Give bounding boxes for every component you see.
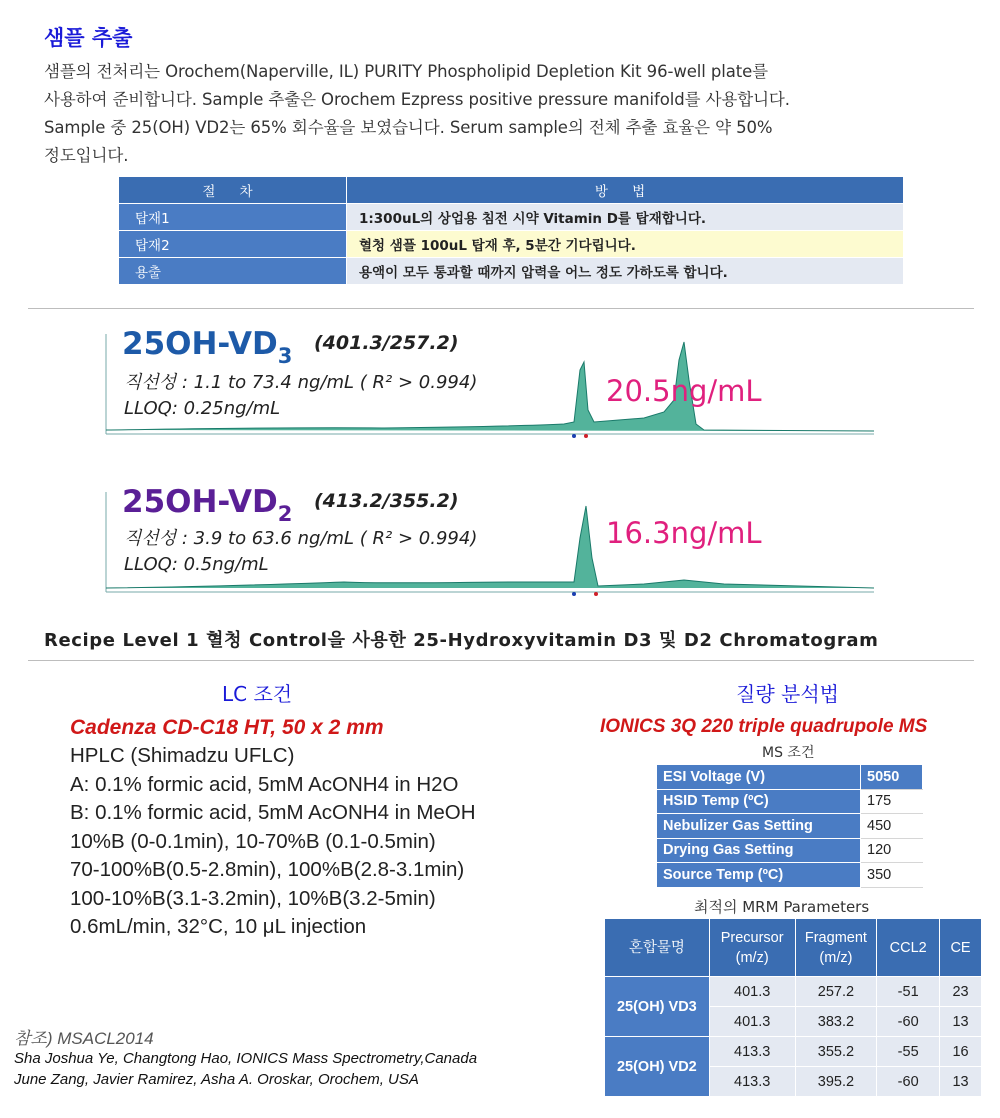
ms-condition-row [657,838,923,863]
mrm-transition: (413.2/355.2) [314,490,459,512]
procedure-header-step: 절 차 [119,177,347,204]
lc-title: LC 조건 [222,682,293,706]
compound-name [122,484,292,526]
mrm-ccl2: -60 [877,1067,940,1097]
mrm-precursor: 413.3 [709,1067,795,1097]
divider [28,308,974,309]
procedure-method: 혈청 샘플 100uL 탑재 후, 5분간 기다립니다. [347,231,904,258]
mrm-fragment: 395.2 [795,1067,877,1097]
intro-line: 샘플의 전처리는 Orochem(Naperville, IL) PURITY Phospholipid Depletion Kit 96-well plate를 [44,62,769,81]
procedure-step: 탑재2 [119,231,347,258]
mrm-precursor: 401.3 [709,977,795,1007]
intro-line: 사용하여 준비합니다. Sample 추출은 Orochem Ezpress positive pressure manifold를 사용합니다. [44,90,790,109]
concentration-value: 20.5ng/mL [606,374,762,408]
mrm-label: 최적의 MRM Parameters [694,898,870,916]
lloq: LLOQ: 0.5ng/mL [124,554,269,575]
lc-line: 0.6mL/min, 32°C, 10 μL injection [70,915,367,938]
ms-condition-key: ESI Voltage (V) [657,765,861,790]
mrm-ccl2: -55 [877,1037,940,1067]
mrm-precursor: 413.3 [709,1037,795,1067]
procedure-method: 용액이 모두 통과할 때까지 압력을 어느 정도 가하도록 합니다. [347,258,904,285]
reference-line: June Zang, Javier Ramirez, Asha A. Oroskar, Orochem, USA [14,1071,419,1088]
mrm-table [604,918,982,1097]
lc-line: 10%B (0-0.1min), 10-70%B (0.1-0.5min) [70,829,436,853]
concentration-value: 16.3ng/mL [606,516,762,550]
mrm-header: CE [940,919,982,977]
intro-line: 정도입니다. [44,146,129,165]
compound-subscript: 2 [277,502,293,526]
mrm-header: Precursor (m/z) [709,919,795,977]
ms-condition-value: 120 [861,838,923,863]
lc-column: Cadenza CD-C18 HT, 50 x 2 mm [70,716,384,739]
procedure-step: 용출 [119,258,347,285]
ms-condition-value: 5050 [861,765,923,790]
mrm-precursor: 401.3 [709,1007,795,1037]
procedure-method: 1:300uL의 상업용 침전 시약 Vitamin D를 탑재합니다. [347,204,904,231]
mrm-ce: 23 [940,977,982,1007]
chromatogram-caption: Recipe Level 1 혈청 Control을 사용한 25-Hydroxyvitamin D3 및 D2 Chromatogram [44,630,879,651]
mrm-ce: 16 [940,1037,982,1067]
lc-conditions [70,742,476,942]
lloq: LLOQ: 0.25ng/mL [124,398,281,419]
lc-line: A: 0.1% formic acid, 5mM AcONH4 in H2O [70,772,459,796]
ms-condition-row [657,863,923,888]
ms-title: 질량 분석법 [736,682,839,706]
ms-condition-value: 450 [861,814,923,839]
ms-conditions-label: MS 조건 [762,745,815,761]
mrm-transition: (401.3/257.2) [314,332,459,354]
procedure-table [118,176,904,285]
ms-condition-key: Drying Gas Setting [657,838,861,863]
mrm-header: CCL2 [877,919,940,977]
procedure-row [119,204,904,231]
procedure-step: 탑재1 [119,204,347,231]
ms-condition-row [657,814,923,839]
ms-condition-key: Nebulizer Gas Setting [657,814,861,839]
reference-title: 참조) MSACL2014 [14,1029,154,1048]
ms-condition-row [657,765,923,790]
mrm-ce: 13 [940,1007,982,1037]
ms-condition-key: HSID Temp (ºC) [657,789,861,814]
linearity: 직선성 : 3.9 to 63.6 ng/mL ( R² > 0.994) [124,528,478,549]
compound-label: 25OH-VD [122,484,278,520]
mrm-row [605,1037,982,1067]
mrm-ce: 13 [940,1067,982,1097]
ms-conditions-table [656,764,923,888]
ms-instrument: IONICS 3Q 220 triple quadrupole MS [600,716,928,737]
intro-line: Sample 중 25(OH) VD2는 65% 회수율을 보였습니다. Serum sample의 전체 추출 효율은 약 50% [44,118,773,137]
lc-line: HPLC (Shimadzu UFLC) [70,744,295,767]
lc-line: B: 0.1% formic acid, 5mM AcONH4 in MeOH [70,801,476,824]
mrm-ccl2: -60 [877,1007,940,1037]
compound-name [122,326,292,368]
compound-label: 25OH-VD [122,326,278,362]
mrm-fragment: 257.2 [795,977,877,1007]
ms-condition-key: Source Temp (ºC) [657,863,861,888]
ms-condition-value: 175 [861,789,923,814]
ms-condition-value: 350 [861,863,923,888]
mrm-fragment: 355.2 [795,1037,877,1067]
lc-line: 100-10%B(3.1-3.2min), 10%B(3.2-5min) [70,886,436,910]
ms-condition-row [657,789,923,814]
compound-subscript: 3 [277,344,293,368]
intro-paragraph [44,58,974,170]
mrm-compound: 25(OH) VD2 [605,1037,710,1097]
section-title: 샘플 추출 [44,26,133,50]
mrm-row [605,977,982,1007]
procedure-row [119,258,904,285]
mrm-fragment: 383.2 [795,1007,877,1037]
lc-line: 70-100%B(0.5-2.8min), 100%B(2.8-3.1min) [70,858,465,881]
mrm-header: Fragment (m/z) [795,919,877,977]
divider [28,660,974,661]
mrm-compound: 25(OH) VD3 [605,977,710,1037]
mrm-ccl2: -51 [877,977,940,1007]
procedure-header-method: 방 법 [347,177,904,204]
reference-line: Sha Joshua Ye, Changtong Hao, IONICS Mass Spectrometry,Canada [14,1050,478,1067]
procedure-row [119,231,904,258]
chromatogram-vd2 [84,478,884,628]
mrm-header: 혼합물명 [605,919,710,977]
chromatogram-vd3 [84,320,884,470]
linearity: 직선성 : 1.1 to 73.4 ng/mL ( R² > 0.994) [124,372,478,393]
